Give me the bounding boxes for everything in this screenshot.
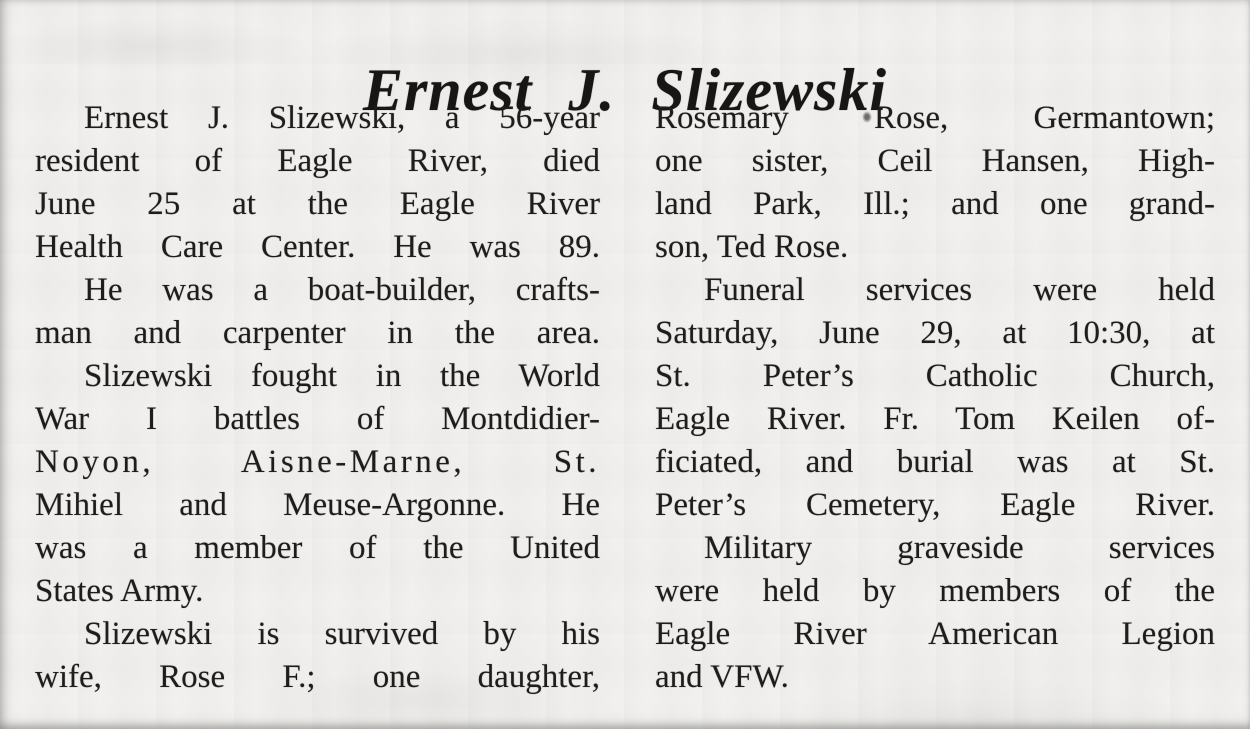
right-column	[655, 97, 1215, 699]
text-line: Ernest J. Slizewski, a 56-year	[84, 100, 600, 136]
text-line: St. Peter’s Catholic Church,	[655, 358, 1215, 394]
text-line: one sister, Ceil Hansen, High-	[655, 143, 1215, 179]
text-line: States Army.	[35, 573, 204, 609]
text-line: Military graveside services	[704, 530, 1215, 566]
text-line: Eagle River. Fr. Tom Keilen of-	[655, 401, 1215, 437]
text-line: Slizewski is survived by his	[84, 616, 600, 652]
text-line: Rosemary Rose, Germantown;	[655, 100, 1215, 136]
text-line: son, Ted Rose.	[655, 229, 849, 265]
text-line: Mihiel and Meuse-Argonne. He	[35, 487, 600, 523]
text-line: Health Care Center. He was 89.	[35, 229, 600, 265]
text-line: War I battles of Montdidier-	[35, 401, 600, 437]
text-line: Slizewski fought in the World	[84, 358, 600, 394]
article-body	[35, 97, 1215, 699]
text-line: man and carpenter in the area.	[35, 315, 600, 351]
text-line: land Park, Ill.; and one grand-	[655, 186, 1215, 222]
text-line: Peter’s Cemetery, Eagle River.	[655, 487, 1215, 523]
text-line: He was a boat-builder, crafts-	[84, 272, 600, 308]
text-line: Funeral services were held	[704, 272, 1215, 308]
text-line: were held by members of the	[655, 573, 1215, 609]
text-line: Noyon, Aisne-Marne, St.	[35, 444, 600, 480]
text-line: Saturday, June 29, at 10:30, at	[655, 315, 1215, 351]
text-line: wife, Rose F.; one daughter,	[35, 659, 600, 695]
text-line: was a member of the United	[35, 530, 600, 566]
text-line: ficiated, and burial was at St.	[655, 444, 1215, 480]
text-line: resident of Eagle River, died	[35, 143, 600, 179]
text-line: and VFW.	[655, 659, 789, 695]
left-column	[35, 97, 600, 699]
text-line: June 25 at the Eagle River	[35, 186, 600, 222]
article-title: Ernest J. Slizewski	[362, 57, 888, 124]
text-line: Eagle River American Legion	[655, 616, 1215, 652]
